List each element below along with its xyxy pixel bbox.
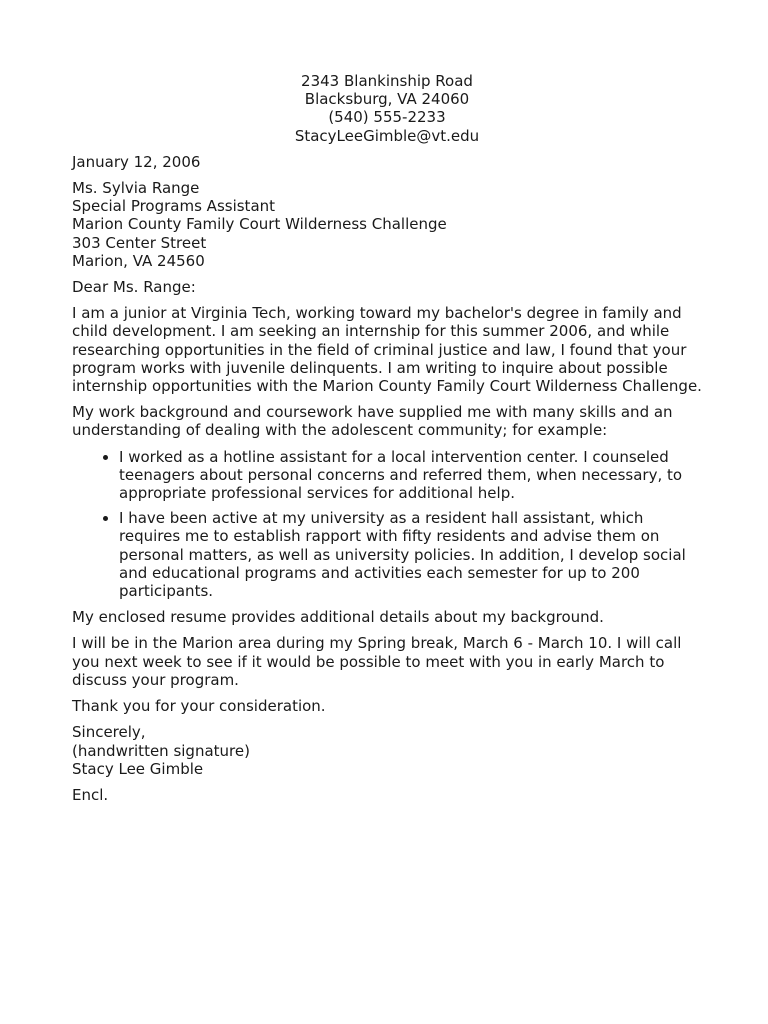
list-item: • I have been active at my university as a resident hall assistant, which requires me to establish rapport with fifty residents and advise them on personal matters, as well as university policies. In addition, I develop social and educational programs and activities each semester for up to 200 participants. bbox=[119, 509, 702, 600]
body-paragraph-resume: My enclosed resume provides additional details about my background. bbox=[72, 608, 604, 627]
closing-block bbox=[72, 723, 702, 778]
list-item: • I worked as a hotline assistant for a local intervention center. I counseled teenagers about personal concerns and referred them, when necessary, to appropriate professional services for additional help. bbox=[119, 448, 702, 503]
letter-page bbox=[72, 72, 702, 812]
signature-placeholder: (handwritten signature) bbox=[72, 741, 250, 760]
experience-list bbox=[72, 448, 702, 601]
sender-email: StacyLeeGimble@vt.edu bbox=[294, 126, 480, 145]
salutation: Dear Ms. Range: bbox=[72, 278, 196, 297]
recipient-address bbox=[72, 179, 702, 270]
signer-name: Stacy Lee Gimble bbox=[72, 759, 204, 778]
sender-address bbox=[72, 72, 702, 145]
sender-city-state-zip: Blacksburg, VA 24060 bbox=[304, 90, 470, 109]
recipient-street: 303 Center Street bbox=[72, 233, 207, 252]
valediction: Sincerely, bbox=[72, 723, 146, 742]
body-paragraph-skills: My work background and coursework have supplied me with many skills and an understanding of dealing with the adolescent community; for example: bbox=[72, 403, 673, 440]
body-paragraph-followup: I will be in the Marion area during my Spring break, March 6 - March 10. I will call you next week to see if it would be possible to meet with you in early March to discuss your program. bbox=[72, 634, 682, 689]
recipient-title: Special Programs Assistant bbox=[72, 197, 276, 216]
sender-street: 2343 Blankinship Road bbox=[301, 72, 473, 90]
recipient-organization: Marion County Family Court Wilderness Challenge bbox=[72, 215, 447, 234]
sender-phone: (540) 555-2233 bbox=[328, 108, 446, 127]
body-paragraph-thanks: Thank you for your consideration. bbox=[72, 697, 326, 716]
letter-date: January 12, 2006 bbox=[72, 152, 201, 171]
recipient-name: Ms. Sylvia Range bbox=[72, 179, 200, 198]
recipient-city-state-zip: Marion, VA 24560 bbox=[72, 251, 205, 270]
body-paragraph-intro: I am a junior at Virginia Tech, working toward my bachelor's degree in family and child development. I am seeking an internship for this summer 2006, and while researching opportunities in the field of criminal justice and law, I found that your program works with juvenile delinquents. I am writing to inquire about possible internship opportunities with the Marion County Family Court Wilderness Challenge. bbox=[72, 304, 702, 396]
enclosure-note: Encl. bbox=[72, 785, 109, 804]
